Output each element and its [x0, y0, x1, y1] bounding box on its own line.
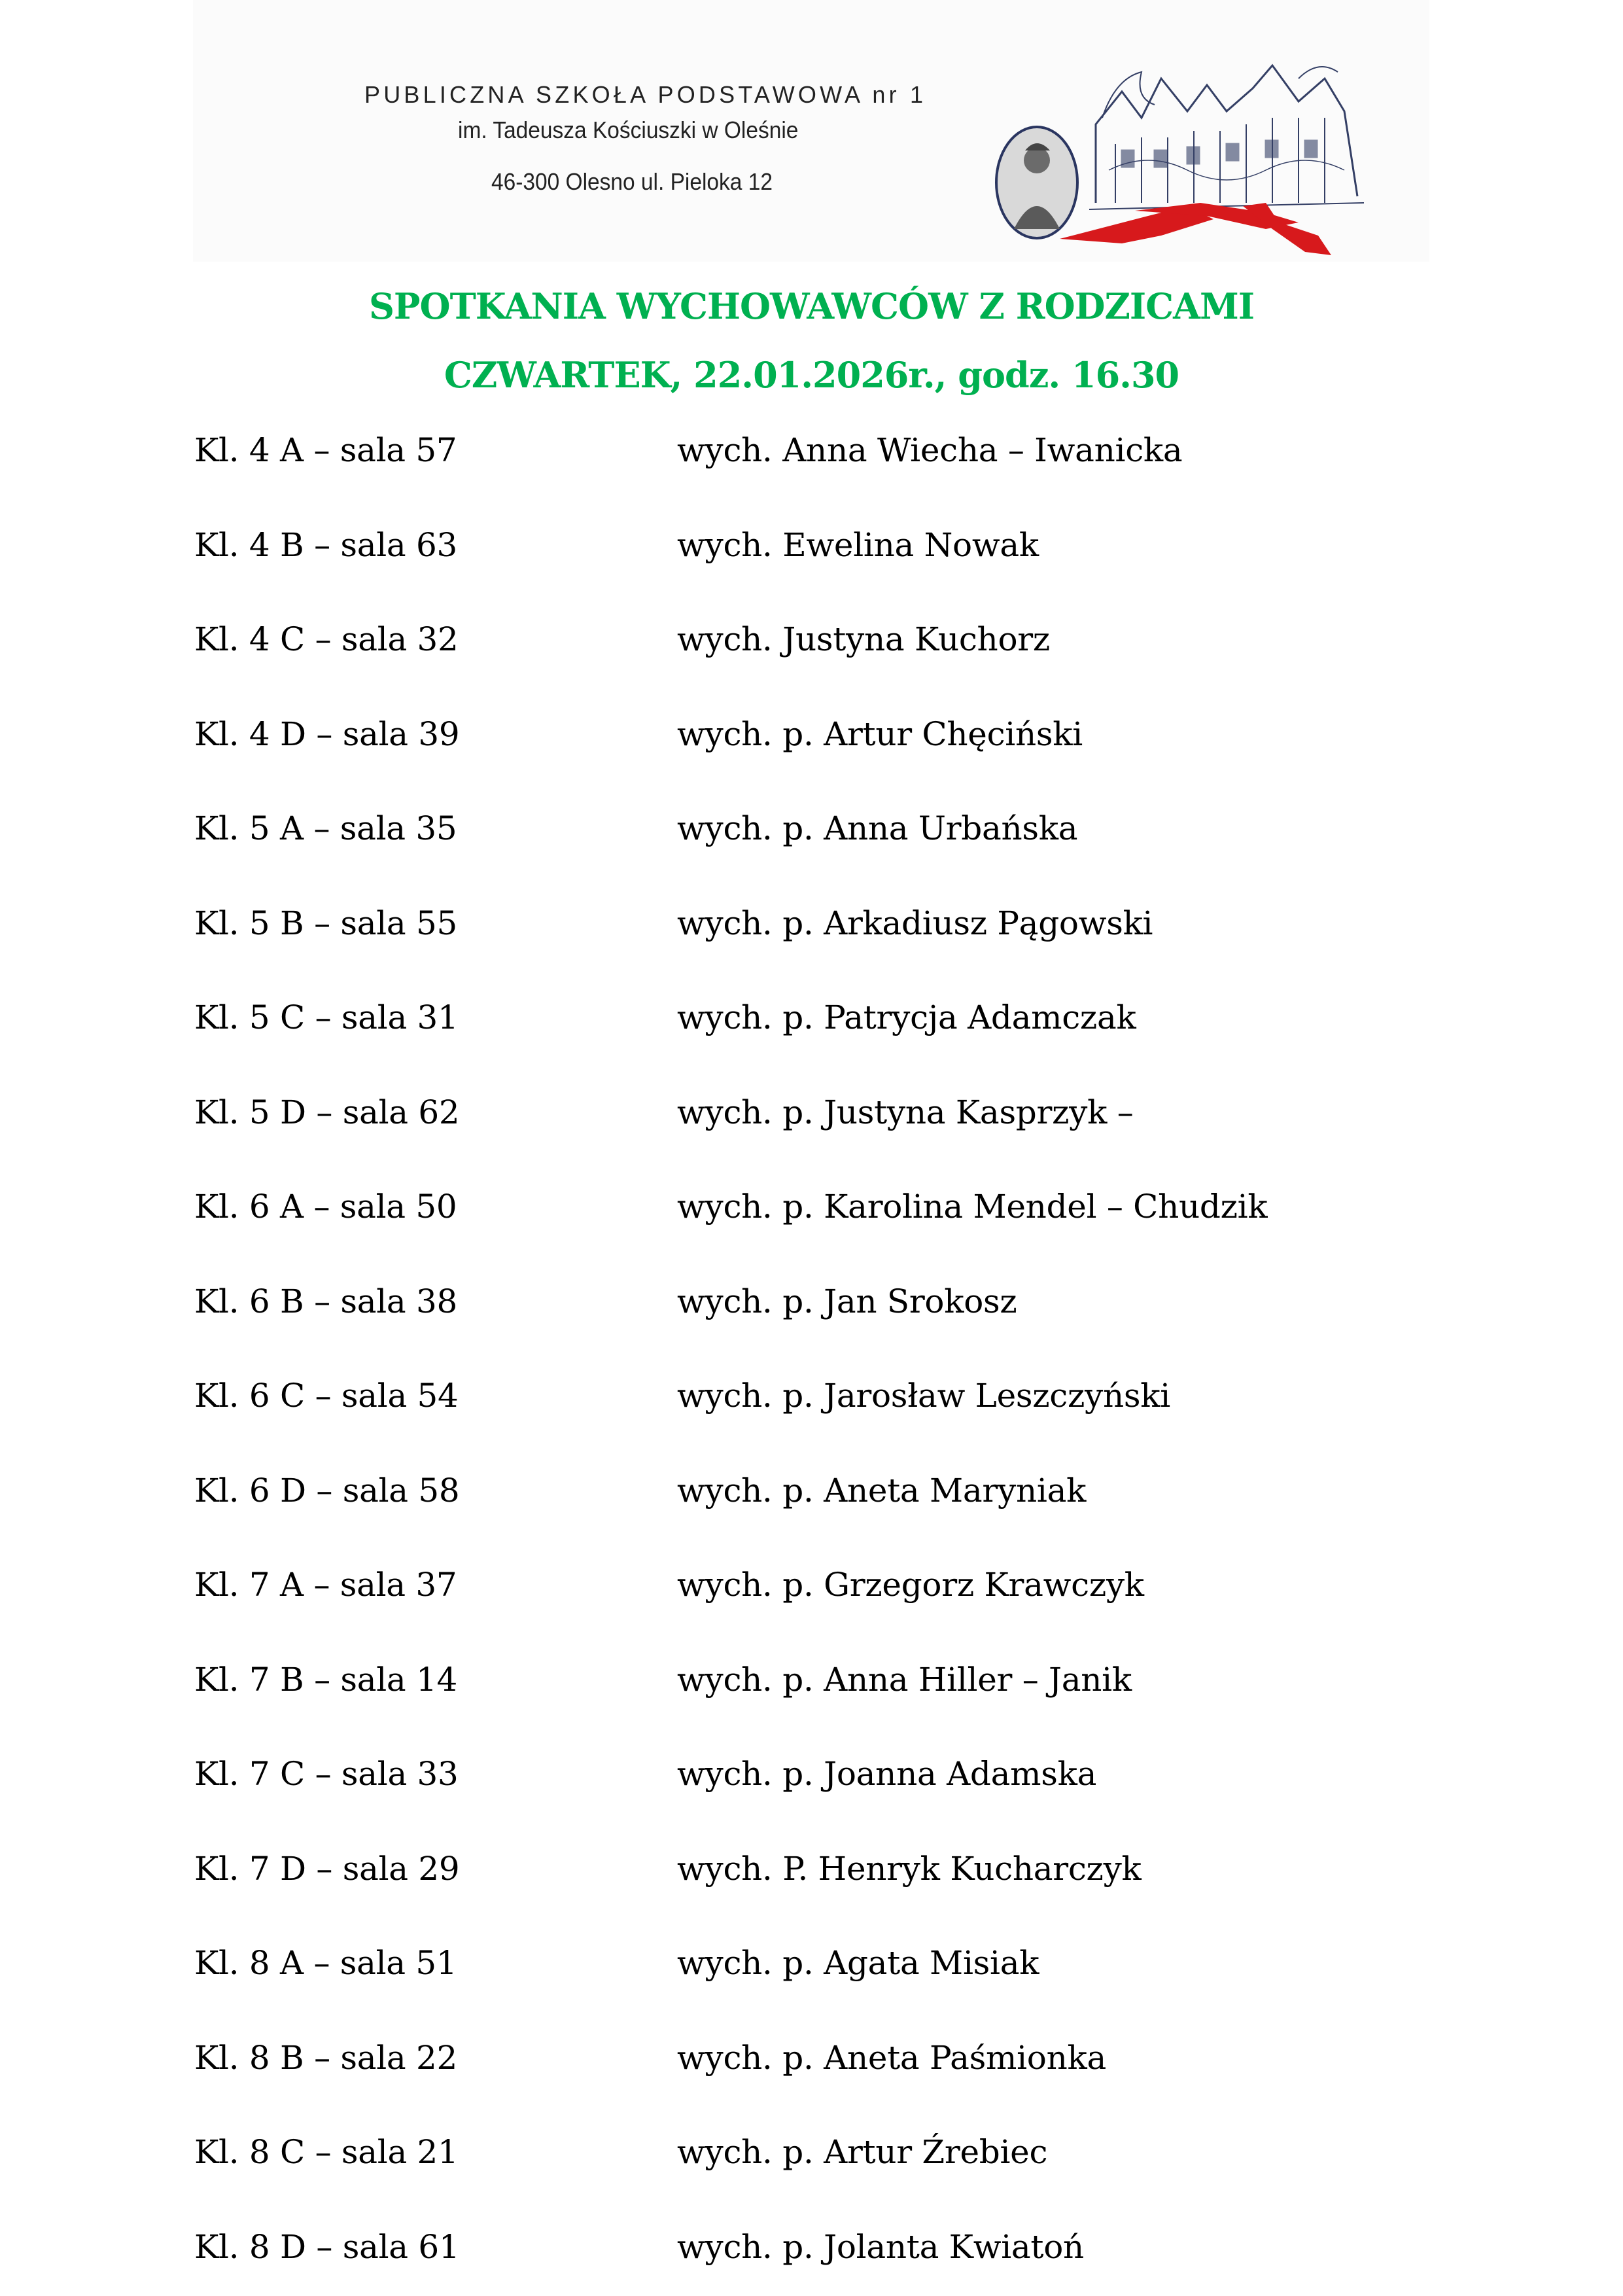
- school-building-icon: [1089, 65, 1364, 209]
- teacher-name: wych. p. Justyna Kasprzyk –: [677, 1093, 1134, 1131]
- teacher-name: wych. p. Agata Misiak: [677, 1944, 1039, 1982]
- teacher-name: wych. p. Karolina Mendel – Chudzik: [677, 1188, 1268, 1226]
- schedule-row: [0, 1187, 1623, 1239]
- teacher-name: wych. Ewelina Nowak: [677, 525, 1039, 564]
- class-room-label: Kl. 8 D – sala 61: [194, 2227, 460, 2266]
- schedule-row: [0, 1849, 1623, 1901]
- schedule-row: [0, 525, 1623, 578]
- class-room-label: Kl. 4 D – sala 39: [194, 715, 460, 753]
- class-room-label: Kl. 4 C – sala 32: [194, 620, 459, 658]
- schedule-row: [0, 1754, 1623, 1807]
- ribbon-icon: [1060, 203, 1331, 255]
- class-room-label: Kl. 4 A – sala 57: [194, 431, 457, 469]
- class-room-label: Kl. 5 A – sala 35: [194, 809, 457, 847]
- school-patron: im. Tadeusza Kościuszki w Oleśnie: [458, 116, 799, 143]
- teacher-name: wych. p. Anna Urbańska: [677, 809, 1078, 847]
- schedule-row: [0, 1376, 1623, 1428]
- class-room-label: Kl. 6 B – sala 38: [194, 1282, 458, 1320]
- schedule-row: [0, 1282, 1623, 1334]
- teacher-name: wych. p. Arkadiusz Pągowski: [677, 904, 1153, 942]
- class-room-label: Kl. 5 C – sala 31: [194, 998, 459, 1036]
- teacher-name: wych. p. Artur Źrebiec: [677, 2133, 1048, 2171]
- schedule-row: [0, 1565, 1623, 1617]
- class-room-label: Kl. 7 C – sala 33: [194, 1755, 459, 1793]
- schedule-row: [0, 2132, 1623, 2185]
- schedule-row: [0, 998, 1623, 1050]
- class-room-label: Kl. 6 C – sala 54: [194, 1377, 459, 1415]
- class-room-label: Kl. 5 B – sala 55: [194, 904, 458, 942]
- school-logo-icon: [991, 39, 1410, 255]
- teacher-name: wych. p. Aneta Maryniak: [677, 1471, 1087, 1510]
- class-room-label: Kl. 8 B – sala 22: [194, 2038, 458, 2077]
- schedule-row: [0, 809, 1623, 861]
- teacher-name: wych. p. Aneta Paśmionka: [677, 2038, 1107, 2077]
- schedule-row: [0, 904, 1623, 956]
- class-room-label: Kl. 8 C – sala 21: [194, 2133, 459, 2171]
- teacher-name: wych. p. Jan Srokosz: [677, 1282, 1017, 1320]
- school-header-banner: [193, 0, 1429, 262]
- class-room-label: Kl. 7 A – sala 37: [194, 1566, 457, 1604]
- teacher-name: wych. Anna Wiecha – Iwanicka: [677, 431, 1183, 469]
- schedule-row: [0, 2038, 1623, 2091]
- class-room-label: Kl. 4 B – sala 63: [194, 525, 458, 564]
- class-room-label: Kl. 6 D – sala 58: [194, 1471, 460, 1510]
- teacher-name: wych. p. Joanna Adamska: [677, 1755, 1097, 1793]
- schedule-row: [0, 2227, 1623, 2280]
- meeting-date-time: CZWARTEK, 22.01.2026r., godz. 16.30: [444, 354, 1179, 396]
- class-room-label: Kl. 7 D – sala 29: [194, 1849, 460, 1888]
- schedule-row: [0, 1660, 1623, 1712]
- class-room-label: Kl. 5 D – sala 62: [194, 1093, 460, 1131]
- class-room-label: Kl. 7 B – sala 14: [194, 1660, 458, 1699]
- teacher-name: wych. Justyna Kuchorz: [677, 620, 1050, 658]
- class-room-label: Kl. 8 A – sala 51: [194, 1944, 457, 1982]
- schedule-row: [0, 431, 1623, 483]
- teacher-name: wych. p. Jolanta Kwiatoń: [677, 2227, 1084, 2266]
- schedule-row: [0, 1943, 1623, 1996]
- teacher-name: wych. p. Grzegorz Krawczyk: [677, 1566, 1144, 1604]
- page-title: SPOTKANIA WYCHOWAWCÓW Z RODZICAMI: [368, 285, 1255, 327]
- schedule-row: [0, 1471, 1623, 1523]
- schedule-row: [0, 620, 1623, 672]
- teacher-name: wych. P. Henryk Kucharczyk: [677, 1849, 1142, 1888]
- teacher-name: wych. p. Artur Chęciński: [677, 715, 1083, 753]
- class-room-label: Kl. 6 A – sala 50: [194, 1188, 457, 1226]
- schedule-row: [0, 1093, 1623, 1145]
- school-name: PUBLICZNA SZKOŁA PODSTAWOWA nr 1: [364, 81, 927, 108]
- teacher-name: wych. p. Patrycja Adamczak: [677, 998, 1136, 1036]
- teacher-name: wych. p. Jarosław Leszczyński: [677, 1377, 1170, 1415]
- portrait-medallion-icon: [996, 127, 1077, 238]
- teacher-name: wych. p. Anna Hiller – Janik: [677, 1660, 1132, 1699]
- schedule-row: [0, 715, 1623, 767]
- school-address: 46-300 Olesno ul. Pieloka 12: [491, 168, 773, 195]
